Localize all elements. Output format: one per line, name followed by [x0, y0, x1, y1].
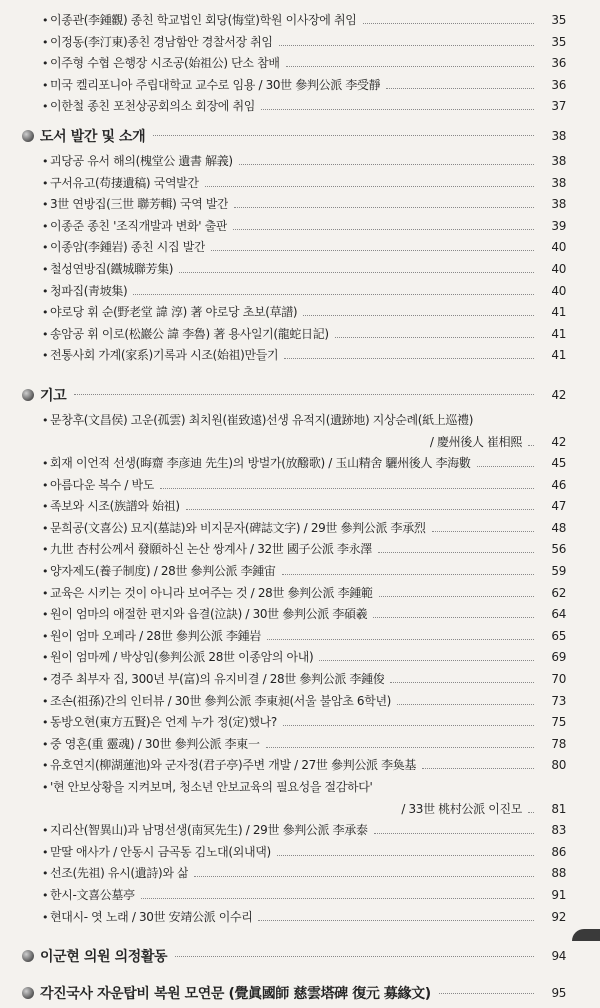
bullet-dot-icon: • — [42, 651, 49, 665]
entry-page: 35 — [551, 13, 566, 27]
toc-entry[interactable] — [0, 453, 600, 475]
entry-page: 42 — [551, 434, 566, 449]
toc-entry[interactable] — [0, 712, 600, 734]
toc-entry[interactable] — [0, 410, 600, 432]
toc-entry[interactable] — [0, 32, 600, 54]
leader-dots — [74, 394, 534, 395]
toc-entry[interactable] — [0, 151, 600, 173]
toc-entry[interactable] — [0, 691, 600, 713]
bullet-dot-icon: • — [42, 586, 49, 600]
bullet-ball-icon — [22, 130, 34, 142]
entry-title: 문창후(文昌侯) 고운(孤雲) 최치원(崔致遠)선생 유적지(遺跡地) 지상순례(紙上巡禮) — [50, 412, 474, 427]
entry-page: 62 — [551, 585, 566, 600]
entry-title: 동방오현(東方五賢)은 언제 누가 정(定)했나? — [50, 715, 277, 730]
toc-entry[interactable] — [0, 237, 600, 259]
leader-dots — [266, 747, 534, 748]
entry-title: 3世 연방집(三世 聯芳輯) 국역 발간 — [50, 197, 229, 212]
leader-dots — [374, 833, 534, 834]
toc-entry[interactable] — [0, 496, 600, 518]
section-heading[interactable] — [0, 382, 600, 408]
leader-dots — [279, 45, 534, 46]
toc-entry[interactable] — [0, 75, 600, 97]
entry-title: 이정동(李汀東)종친 경남함안 경찰서장 취임 — [50, 34, 273, 49]
entry-group — [0, 820, 600, 928]
bullet-ball-icon — [22, 987, 34, 999]
entry-page: 35 — [551, 34, 566, 49]
toc-entry-continuation[interactable] — [0, 799, 600, 821]
entry-page: 59 — [551, 564, 566, 579]
entry-title: 경주 최부자 집, 300년 부(富)의 유지비결 / 28世 參判公派 李鍾俊 — [50, 672, 385, 687]
section-heading[interactable] — [0, 943, 600, 969]
bullet-dot-icon: • — [42, 845, 49, 859]
section-heading[interactable] — [0, 123, 600, 149]
bullet-dot-icon: • — [42, 565, 49, 579]
toc-entry[interactable] — [0, 907, 600, 929]
toc-entry-continuation[interactable] — [0, 432, 600, 454]
toc-entry[interactable] — [0, 755, 600, 777]
toc-entry[interactable] — [0, 734, 600, 756]
bullet-dot-icon: • — [42, 284, 49, 298]
bullet-dot-icon: • — [42, 349, 49, 363]
entry-page: 41 — [551, 348, 566, 363]
entry-page: 38 — [551, 175, 566, 190]
entry-title: 철성연방집(鐵城聯芳集) — [50, 261, 174, 276]
entry-title: 야로당 휘 순(野老堂 諱 淳) 著 야로당 초보(草譜) — [50, 305, 298, 320]
bullet-dot-icon: • — [42, 327, 49, 341]
entry-author: / 慶州後人 崔相熙 — [429, 434, 522, 449]
bullet-dot-icon: • — [42, 673, 49, 687]
entry-page: 40 — [551, 283, 566, 298]
bullet-dot-icon: • — [42, 759, 49, 773]
toc-entry[interactable] — [0, 647, 600, 669]
toc-entry[interactable] — [0, 669, 600, 691]
bullet-dot-icon: • — [42, 608, 49, 622]
bullet-dot-icon: • — [42, 716, 49, 730]
leader-dots — [528, 445, 534, 446]
bullet-dot-icon: • — [42, 78, 49, 92]
entry-title: 이종관(李鍾觀) 종친 학교법인 회당(悔堂)학원 이사장에 취임 — [50, 13, 357, 27]
bullet-dot-icon: • — [42, 910, 49, 924]
leader-dots — [286, 66, 534, 67]
entry-page: 41 — [551, 305, 566, 320]
entry-title: 지리산(智異山)과 남명선생(南冥先生) / 29世 參判公派 李承泰 — [50, 823, 368, 838]
entry-page: 65 — [551, 628, 566, 643]
entry-title: 이한철 종친 포천상공회의소 회장에 취임 — [50, 99, 255, 114]
toc-entry[interactable] — [0, 96, 600, 118]
leader-dots — [133, 294, 534, 295]
entry-title: 전통사회 가계(家系)기록과 시조(始祖)만들기 — [50, 348, 279, 363]
entry-title: 이주형 수협 은행장 시조공(始祖公) 단소 참배 — [50, 56, 280, 71]
entry-page: 47 — [551, 499, 566, 514]
bullet-dot-icon: • — [42, 629, 49, 643]
entry-title: 한시-文喜公墓亭 — [50, 887, 135, 902]
entry-title: 조손(祖孫)간의 인터뷰 / 30世 參判公派 李東昶(서울 불암초 6학년) — [50, 693, 392, 708]
leader-dots — [386, 88, 534, 89]
entry-page: 78 — [551, 736, 566, 751]
toc-entry[interactable] — [0, 604, 600, 626]
entry-title: 족보와 시조(族譜와 始祖) — [50, 499, 180, 514]
entry-title: 송암공 휘 이로(松巖公 諱 李魯) 著 용사일기(龍蛇日記) — [50, 326, 329, 341]
bullet-dot-icon: • — [42, 198, 49, 212]
entry-page: 80 — [551, 758, 566, 773]
toc-entry[interactable] — [0, 863, 600, 885]
toc-entry[interactable] — [0, 194, 600, 216]
leader-dots — [211, 250, 534, 251]
leader-dots — [303, 315, 534, 316]
leader-dots — [432, 531, 534, 532]
bullet-dot-icon: • — [42, 457, 49, 471]
leader-dots — [179, 272, 534, 273]
leader-dots — [390, 682, 534, 683]
bullet-ball-icon — [22, 389, 34, 401]
entry-title: 아름다운 복수 / 박도 — [50, 477, 155, 492]
entry-title: 문희공(文喜公) 묘지(墓誌)와 비지문자(碑誌文字) / 29世 參判公派 李承烈 — [50, 520, 426, 535]
toc-entry[interactable] — [0, 583, 600, 605]
entry-group — [0, 151, 600, 367]
entry-title: 이종암(李鍾岩) 종친 시집 발간 — [50, 240, 206, 255]
leader-dots — [141, 898, 534, 899]
leader-dots — [234, 207, 534, 208]
leader-dots — [153, 135, 534, 136]
entry-title: 원이 엄마 오페라 / 28世 參判公派 李鍾岩 — [50, 628, 261, 643]
leader-dots — [205, 186, 534, 187]
entry-page: 75 — [551, 715, 566, 730]
bullet-dot-icon: • — [42, 543, 49, 557]
bullet-dot-icon: • — [42, 262, 49, 276]
entry-page: 81 — [551, 801, 566, 816]
entry-page: 39 — [551, 218, 566, 233]
entry-page: 48 — [551, 520, 566, 535]
bullet-dot-icon: • — [42, 521, 49, 535]
entry-group — [0, 453, 600, 777]
toc-entry[interactable] — [0, 53, 600, 75]
bullet-dot-icon: • — [42, 176, 49, 190]
leader-dots — [319, 660, 534, 661]
leader-dots — [160, 488, 534, 489]
leader-dots — [233, 229, 534, 230]
leader-dots — [284, 358, 534, 359]
bullet-dot-icon: • — [42, 500, 49, 514]
entry-group — [0, 10, 600, 118]
bullet-dot-icon: • — [42, 781, 49, 794]
leader-dots — [267, 639, 534, 640]
leader-dots — [439, 993, 534, 994]
leader-dots — [175, 956, 534, 957]
leader-dots — [379, 596, 534, 597]
entry-title: 교육은 시키는 것이 아니라 보여주는 것 / 28世 參判公派 李鍾範 — [50, 585, 373, 600]
bullet-dot-icon: • — [42, 154, 49, 168]
section-title: 각진국사 자운탑비 복원 모연문 (覺眞國師 慈雲塔碑 復元 募緣文) — [40, 986, 431, 1003]
toc-entry[interactable] — [0, 259, 600, 281]
bullet-dot-icon: • — [42, 35, 49, 49]
toc-entry[interactable] — [0, 626, 600, 648]
entry-page: 40 — [551, 240, 566, 255]
entry-page: 46 — [551, 477, 566, 492]
entry-title: 현대시- 엿 노래 / 30世 安靖公派 이수리 — [50, 909, 253, 924]
entry-title: 회재 이언적 선생(晦齋 李彦迪 先生)의 방벌가(放醱歌) / 玉山精舍 驪州後人 李海數 — [50, 456, 471, 471]
entry-page: 56 — [551, 542, 566, 557]
bullet-dot-icon: • — [42, 100, 49, 114]
leader-dots — [283, 725, 534, 726]
toc-entry[interactable] — [0, 777, 600, 799]
bullet-dot-icon: • — [42, 413, 49, 427]
bullet-ball-icon — [22, 950, 34, 962]
entry-page: 83 — [551, 823, 566, 838]
toc-entry[interactable] — [0, 518, 600, 540]
entry-title: 九世 杏村公께서 發願하신 논산 쌍계사 / 32世 國子公派 李永澤 — [50, 542, 372, 557]
entry-title: 청파집(靑坡集) — [50, 283, 128, 298]
toc-entry[interactable] — [0, 345, 600, 367]
section-page: 95 — [551, 986, 566, 1001]
bullet-dot-icon: • — [42, 478, 49, 492]
bullet-dot-icon: • — [42, 824, 49, 838]
entry-page: 36 — [551, 56, 566, 71]
table-of-contents — [0, 10, 600, 1008]
entry-page: 92 — [551, 909, 566, 924]
entry-title: 중 영혼(重 靈魂) / 30世 參判公派 李東一 — [50, 736, 260, 751]
bullet-dot-icon: • — [42, 241, 49, 255]
toc-entry[interactable] — [0, 885, 600, 907]
entry-page: 73 — [551, 693, 566, 708]
toc-entry[interactable] — [0, 173, 600, 195]
page-corner-decoration — [572, 929, 600, 941]
entry-title: 미국 켈리포니아 주립대학교 교수로 임용 / 30世 參判公派 李受靜 — [50, 77, 381, 92]
entry-page: 38 — [551, 197, 566, 212]
entry-title: '현 안보상황을 지켜보며, 청소년 안보교육의 필요성을 절감하다' — [50, 780, 373, 794]
section-page: 94 — [551, 949, 566, 964]
section-title: 기고 — [40, 387, 67, 404]
entry-page: 36 — [551, 77, 566, 92]
bullet-dot-icon: • — [42, 14, 49, 27]
entry-page: 70 — [551, 672, 566, 687]
leader-dots — [528, 812, 534, 813]
entry-title: 원이 엄마의 애절한 편지와 읍결(泣訣) / 30世 參判公派 李碩羲 — [50, 607, 368, 622]
bullet-dot-icon: • — [42, 737, 49, 751]
bullet-dot-icon: • — [42, 867, 49, 881]
toc-entry[interactable] — [0, 561, 600, 583]
bullet-dot-icon: • — [42, 219, 49, 233]
leader-dots — [335, 337, 534, 338]
leader-dots — [373, 617, 534, 618]
entry-group — [0, 410, 600, 432]
leader-dots — [239, 164, 534, 165]
entry-page: 86 — [551, 844, 566, 859]
entry-title: 양자제도(養子制度) / 28世 參判公派 李鍾宙 — [50, 564, 276, 579]
leader-dots — [378, 552, 534, 553]
bullet-dot-icon: • — [42, 694, 49, 708]
leader-dots — [363, 23, 535, 24]
bullet-dot-icon: • — [42, 306, 49, 320]
section-heading[interactable] — [0, 980, 600, 1006]
leader-dots — [397, 704, 534, 705]
entry-author: / 33世 桃村公派 이진모 — [401, 801, 522, 816]
toc-entry[interactable] — [0, 820, 600, 842]
toc-entry[interactable] — [0, 10, 600, 32]
section-page: 38 — [551, 128, 566, 143]
entry-title: 선조(先祖) 유시(遺詩)와 삶 — [50, 866, 189, 881]
leader-dots — [422, 768, 534, 769]
section-title: 도서 발간 및 소개 — [40, 128, 146, 145]
entry-page: 40 — [551, 261, 566, 276]
toc-entry[interactable] — [0, 281, 600, 303]
bullet-dot-icon: • — [42, 57, 49, 71]
leader-dots — [258, 920, 534, 921]
entry-title: 구서유고(苟捿遺稿) 국역발간 — [50, 175, 199, 190]
entry-page: 45 — [551, 456, 566, 471]
entry-page: 91 — [551, 887, 566, 902]
entry-title: 유호연지(柳湖蓮池)와 군자정(君子亭)주변 개발 / 27世 參判公派 李奐基 — [50, 758, 417, 773]
leader-dots — [186, 509, 534, 510]
toc-entry[interactable] — [0, 324, 600, 346]
entry-title: 원이 엄마께 / 박상임(參判公派 28世 이종암의 아내) — [50, 650, 314, 665]
entry-title: 괴당공 유서 해의(槐堂公 遺書 解義) — [50, 153, 233, 168]
entry-page: 41 — [551, 326, 566, 341]
toc-entry[interactable] — [0, 302, 600, 324]
entry-page: 69 — [551, 650, 566, 665]
entry-page: 64 — [551, 607, 566, 622]
leader-dots — [282, 574, 534, 575]
leader-dots — [277, 855, 534, 856]
section-title: 이군현 의원 의정활동 — [40, 949, 168, 966]
entry-title: 맏딸 애사가 / 안동시 금곡동 김노대(외내댁) — [50, 844, 271, 859]
entry-page: 37 — [551, 99, 566, 114]
entry-page: 38 — [551, 153, 566, 168]
leader-dots — [477, 466, 534, 467]
toc-entry[interactable] — [0, 539, 600, 561]
leader-dots — [261, 109, 534, 110]
toc-entry[interactable] — [0, 216, 600, 238]
section-page: 42 — [551, 387, 566, 402]
entry-page: 88 — [551, 866, 566, 881]
entry-title: 이종준 종친 '조직개발과 변화' 출판 — [50, 218, 228, 233]
toc-entry[interactable] — [0, 842, 600, 864]
toc-entry[interactable] — [0, 475, 600, 497]
bullet-dot-icon: • — [42, 888, 49, 902]
entry-group — [0, 777, 600, 799]
leader-dots — [194, 876, 534, 877]
